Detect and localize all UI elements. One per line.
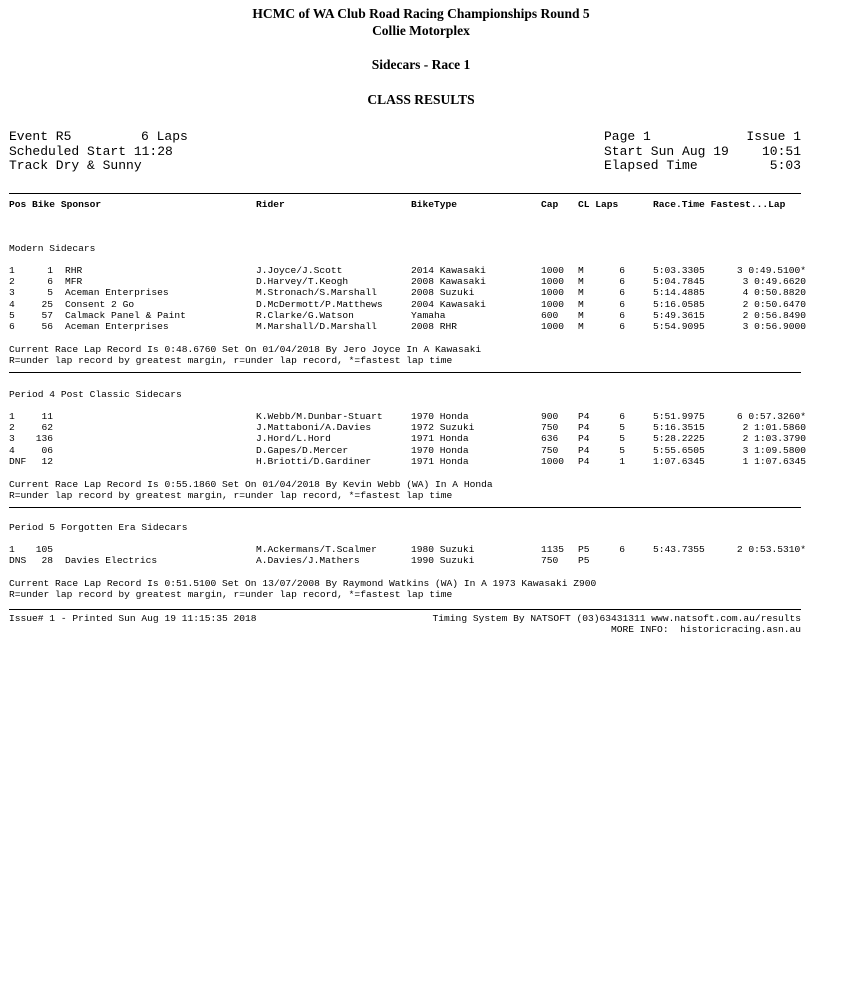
result-biketype: 1980 Suzuki: [411, 544, 475, 555]
result-cap: 750: [541, 555, 559, 567]
result-fastest: 2 1:01.5860: [742, 422, 806, 434]
header-divider: [9, 193, 801, 194]
result-laps: 6: [619, 265, 625, 276]
result-pos: 2: [9, 276, 15, 288]
result-race-time: 5:14.4885: [653, 287, 705, 299]
col-pos-bike-sponsor: Pos Bike Sponsor: [9, 199, 102, 210]
result-race-time: 5:28.2225: [653, 433, 705, 445]
result-rider: M.Ackermans/T.Scalmer: [256, 544, 377, 555]
result-cap: 1000: [541, 276, 565, 288]
result-race-time: 5:49.3615: [653, 309, 705, 321]
elapsed-label: Elapsed Time: [604, 158, 698, 173]
result-rider: D.McDermott/P.Matthews: [256, 298, 383, 310]
result-biketype: 1971 Honda: [411, 433, 469, 445]
result-cl: M: [578, 298, 584, 310]
result-pos: 4: [9, 444, 15, 456]
result-cap: 600: [541, 309, 559, 321]
result-rider: J.Hord/L.Hord: [256, 433, 331, 445]
timing-system: Timing System By NATSOFT (03)63431311 www.natsoft.com.au/results: [432, 613, 801, 624]
result-bike: 5: [47, 287, 53, 299]
result-fastest: 2 0:56.8490: [742, 309, 806, 321]
result-rider: J.Mattaboni/A.Davies: [256, 422, 372, 434]
result-laps: 6: [619, 287, 625, 299]
result-race-time: 5:16.0585: [653, 298, 705, 310]
result-cap: 750: [541, 444, 559, 456]
result-biketype: 2004 Kawasaki: [411, 298, 486, 310]
result-rider: M.Stronach/S.Marshall: [256, 287, 377, 299]
result-race-time: 5:03.3305: [653, 265, 705, 276]
result-cap: 900: [541, 411, 559, 422]
result-cl: P4: [578, 444, 590, 456]
record-legend: R=under lap record by greatest margin, r=under lap record, *=fastest lap time: [9, 354, 453, 366]
result-biketype: 1990 Suzuki: [411, 555, 475, 567]
result-fastest: 3 0:49.6620: [742, 276, 806, 288]
result-laps: 6: [619, 309, 625, 321]
result-cl: P4: [578, 422, 590, 434]
result-laps: 6: [619, 411, 625, 422]
elapsed-time: 5:03: [769, 158, 801, 173]
result-pos: 6: [9, 321, 15, 332]
result-fastest: 3 0:56.9000: [742, 321, 806, 332]
result-fastest: 2 0:53.5310*: [736, 544, 806, 555]
result-cl: M: [578, 276, 584, 288]
result-laps: 6: [619, 298, 625, 310]
lap-record: Current Race Lap Record Is 0:48.6760 Set On 01/04/2018 By Jero Joyce In A Kawasaki: [9, 343, 482, 355]
result-biketype: 1971 Honda: [411, 455, 469, 467]
result-cap: 1000: [541, 287, 565, 299]
result-laps: 1: [619, 455, 625, 467]
result-race-time: 5:54.9095: [653, 321, 705, 332]
result-biketype: 1972 Suzuki: [411, 422, 475, 434]
result-sponsor: Davies Electrics: [65, 555, 158, 567]
result-race-time: 5:04.7845: [653, 276, 705, 288]
result-laps: 5: [619, 422, 625, 434]
result-race-time: 1:07.6345: [653, 455, 705, 467]
footer-divider: [9, 609, 801, 610]
document-title: HCMC of WA Club Road Racing Championships Round 5: [252, 6, 590, 21]
scheduled-start: Scheduled Start 11:28: [9, 144, 173, 159]
result-cl: M: [578, 321, 584, 332]
result-sponsor: RHR: [65, 265, 83, 276]
result-cl: P4: [578, 433, 590, 445]
result-fastest: 2 0:50.6470: [742, 298, 806, 310]
result-sponsor: Aceman Enterprises: [65, 287, 169, 299]
result-pos: DNS: [9, 555, 27, 567]
event-label: Event R5: [9, 129, 72, 144]
result-pos: 1: [9, 411, 15, 422]
result-race-time: 5:16.3515: [653, 422, 705, 434]
result-bike: 28: [41, 555, 53, 567]
result-pos: 5: [9, 309, 15, 321]
class-heading: Period 5 Forgotten Era Sidecars: [9, 522, 188, 533]
result-laps: 5: [619, 433, 625, 445]
result-rider: M.Marshall/D.Marshall: [256, 321, 377, 332]
result-cap: 1000: [541, 265, 565, 276]
result-sponsor: Aceman Enterprises: [65, 321, 169, 332]
result-rider: K.Webb/M.Dunbar-Stuart: [256, 411, 383, 422]
start-date: Start Sun Aug 19: [604, 144, 729, 159]
result-sponsor: Consent 2 Go: [65, 298, 135, 310]
result-laps: 6: [619, 276, 625, 288]
class-heading: Period 4 Post Classic Sidecars: [9, 389, 182, 400]
result-cl: P5: [578, 544, 590, 555]
result-rider: D.Gapes/D.Mercer: [256, 444, 349, 456]
col-biketype: BikeType: [411, 199, 458, 210]
result-biketype: 1970 Honda: [411, 411, 469, 422]
start-time: 10:51: [761, 144, 801, 159]
results-type-title: CLASS RESULTS: [367, 92, 475, 107]
result-bike: 136: [35, 433, 53, 445]
track-condition: Track Dry & Sunny: [9, 158, 142, 173]
result-bike: 06: [41, 444, 53, 456]
col-cap: Cap: [541, 199, 559, 210]
result-pos: 1: [9, 265, 15, 276]
result-cl: P4: [578, 455, 590, 467]
printed-info: Issue# 1 - Printed Sun Aug 19 11:15:35 2018: [9, 613, 257, 624]
record-legend: R=under lap record by greatest margin, r=under lap record, *=fastest lap time: [9, 489, 453, 501]
result-cl: P4: [578, 411, 590, 422]
col-race-fastest: Race.Time Fastest...Lap: [653, 199, 786, 210]
race-title: Sidecars - Race 1: [371, 57, 471, 72]
record-legend: R=under lap record by greatest margin, r=under lap record, *=fastest lap time: [9, 588, 453, 600]
venue-title: Collie Motorplex: [372, 23, 470, 38]
result-rider: D.Harvey/T.Keogh: [256, 276, 349, 288]
result-cap: 636: [541, 433, 559, 445]
result-bike: 57: [41, 309, 53, 321]
result-biketype: 2014 Kawasaki: [411, 265, 486, 276]
result-pos: 3: [9, 433, 15, 445]
result-bike: 6: [47, 276, 53, 288]
result-race-time: 5:43.7355: [653, 544, 705, 555]
result-biketype: Yamaha: [411, 309, 446, 321]
result-bike: 25: [41, 298, 53, 310]
result-biketype: 2008 Suzuki: [411, 287, 475, 299]
result-cl: M: [578, 287, 584, 299]
result-cap: 750: [541, 422, 559, 434]
result-pos: 4: [9, 298, 15, 310]
result-biketype: 2008 Kawasaki: [411, 276, 486, 288]
result-rider: J.Joyce/J.Scott: [256, 265, 343, 276]
result-laps: 5: [619, 444, 625, 456]
result-biketype: 1970 Honda: [411, 444, 469, 456]
col-cl-laps: CL Laps: [578, 199, 619, 210]
result-pos: 1: [9, 544, 15, 555]
result-cl: M: [578, 265, 584, 276]
result-rider: A.Davies/J.Mathers: [256, 555, 360, 567]
result-cl: P5: [578, 555, 590, 567]
result-cap: 1000: [541, 455, 565, 467]
result-bike: 1: [47, 265, 53, 276]
more-info: MORE INFO: historicracing.asn.au: [611, 624, 801, 635]
result-rider: H.Briotti/D.Gardiner: [256, 455, 372, 467]
result-biketype: 2008 RHR: [411, 321, 458, 332]
result-bike: 12: [41, 455, 53, 467]
laps-label: 6 Laps: [141, 129, 188, 144]
section-divider: [9, 372, 801, 373]
result-race-time: 5:51.9975: [653, 411, 705, 422]
section-divider: [9, 507, 801, 508]
result-race-time: 5:55.6505: [653, 444, 705, 456]
result-laps: 6: [619, 321, 625, 332]
issue-number: Issue 1: [746, 129, 801, 144]
result-bike: 56: [41, 321, 53, 332]
result-fastest: 6 0:57.3260*: [736, 411, 806, 422]
result-pos: 2: [9, 422, 15, 434]
result-cap: 1000: [541, 321, 565, 332]
class-heading: Modern Sidecars: [9, 243, 96, 254]
result-cap: 1135: [541, 544, 565, 555]
result-fastest: 1 1:07.6345: [742, 455, 806, 467]
result-fastest: 2 1:03.3790: [742, 433, 806, 445]
result-laps: 6: [619, 544, 625, 555]
result-bike: 11: [41, 411, 53, 422]
result-rider: R.Clarke/G.Watson: [256, 309, 354, 321]
col-rider: Rider: [256, 199, 285, 210]
page-number: Page 1: [604, 129, 651, 144]
lap-record: Current Race Lap Record Is 0:51.5100 Set On 13/07/2008 By Raymond Watkins (WA) In A 1973 Kawasaki Z900: [9, 577, 597, 589]
result-fastest: 3 0:49.5100*: [736, 265, 806, 276]
result-bike: 105: [35, 544, 53, 555]
result-pos: 3: [9, 287, 15, 299]
result-pos: DNF: [9, 455, 27, 467]
result-cl: M: [578, 309, 584, 321]
result-sponsor: Calmack Panel & Paint: [65, 309, 186, 321]
result-fastest: 3 1:09.5800: [742, 444, 806, 456]
result-bike: 62: [41, 422, 53, 434]
result-sponsor: MFR: [65, 276, 83, 288]
lap-record: Current Race Lap Record Is 0:55.1860 Set On 01/04/2018 By Kevin Webb (WA) In A Honda: [9, 478, 493, 490]
result-fastest: 4 0:50.8820: [742, 287, 806, 299]
result-cap: 1000: [541, 298, 565, 310]
